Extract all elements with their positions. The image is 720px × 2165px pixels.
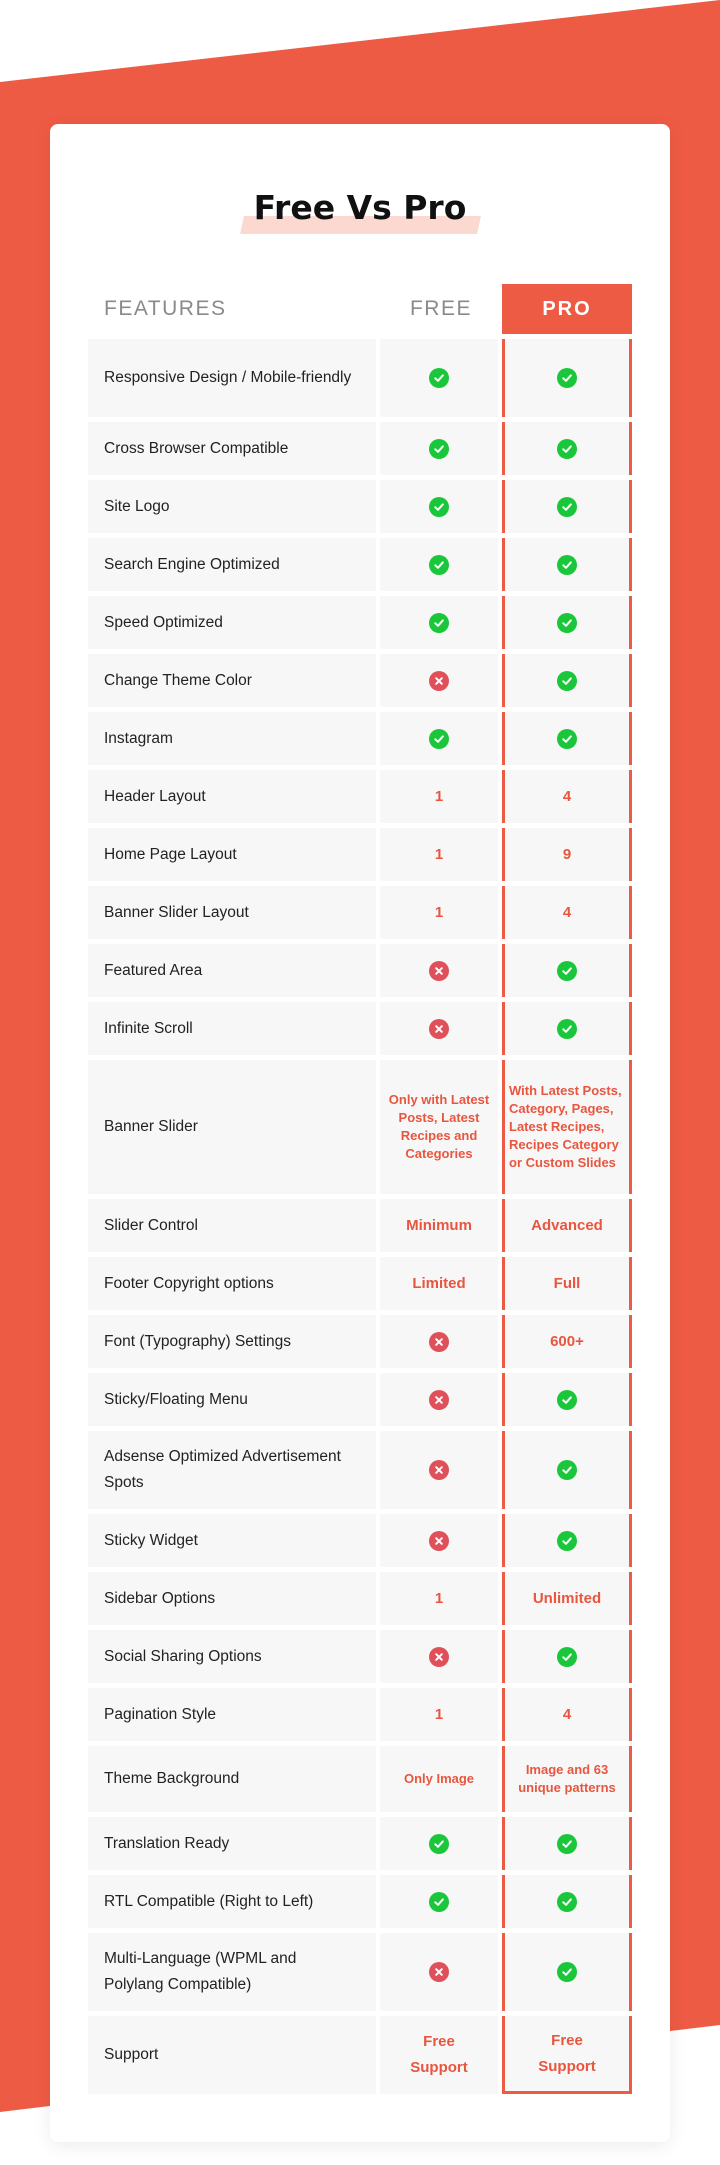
page-title-text: Free Vs Pro: [253, 188, 467, 227]
table-row: [88, 1060, 632, 1194]
pro-cell: [502, 1431, 632, 1509]
pro-cell: [502, 1688, 632, 1741]
cross-icon: [429, 1647, 449, 1667]
free-cell: [380, 1373, 502, 1426]
free-cell: [380, 422, 502, 475]
pro-cell: [502, 1315, 632, 1368]
check-icon: [429, 729, 449, 749]
free-cell: [380, 1817, 502, 1870]
check-icon: [557, 368, 577, 388]
free-cell: [380, 828, 502, 881]
table-row: [88, 596, 632, 649]
cross-icon: [429, 1460, 449, 1480]
free-cell: [380, 1431, 502, 1509]
pro-value: 600+: [550, 1332, 584, 1350]
pro-cell: [502, 712, 632, 765]
table-row: [88, 886, 632, 939]
pro-cell: [502, 1373, 632, 1426]
table-row: [88, 1315, 632, 1368]
feature-name: Featured Area: [88, 944, 380, 997]
check-icon: [557, 961, 577, 981]
free-cell: [380, 339, 502, 417]
header-pro: PRO: [502, 284, 632, 334]
check-icon: [557, 1834, 577, 1854]
table-row: [88, 538, 632, 591]
check-icon: [557, 1892, 577, 1912]
free-cell: [380, 1933, 502, 2011]
pro-cell: [502, 1572, 632, 1625]
table-row: [88, 712, 632, 765]
pro-value: Free Support: [538, 2031, 596, 2075]
free-value: 1: [434, 903, 444, 921]
table-row: [88, 2016, 632, 2094]
feature-name: Footer Copyright options: [88, 1257, 380, 1310]
comparison-card: [50, 124, 670, 2142]
free-value: Free Support: [410, 2033, 468, 2076]
pro-cell: [502, 1060, 632, 1194]
page-title: [248, 184, 473, 232]
table-row: [88, 944, 632, 997]
free-value: Minimum: [406, 1216, 472, 1234]
free-cell: [380, 654, 502, 707]
cross-icon: [429, 671, 449, 691]
feature-name: Sticky Widget: [88, 1514, 380, 1567]
feature-name: Adsense Optimized Advertisement Spots: [88, 1431, 380, 1509]
pro-cell: [502, 596, 632, 649]
pro-cell: [502, 1817, 632, 1870]
cross-icon: [429, 1390, 449, 1410]
free-cell: [380, 1572, 502, 1625]
feature-name: Home Page Layout: [88, 828, 380, 881]
table-row: [88, 1514, 632, 1567]
pro-cell: [502, 1257, 632, 1310]
feature-name: Font (Typography) Settings: [88, 1315, 380, 1368]
pro-value: 4: [562, 1705, 572, 1723]
pro-cell: [502, 339, 632, 417]
table-row: [88, 1373, 632, 1426]
check-icon: [429, 439, 449, 459]
check-icon: [429, 1834, 449, 1854]
check-icon: [557, 1962, 577, 1982]
check-icon: [557, 555, 577, 575]
free-cell: [380, 2016, 502, 2094]
header-features: FEATURES: [104, 297, 227, 320]
pro-cell: [502, 422, 632, 475]
table-row: [88, 1630, 632, 1683]
check-icon: [557, 1647, 577, 1667]
free-value: Only Image: [403, 1771, 475, 1786]
check-icon: [557, 729, 577, 749]
pro-value: 4: [562, 903, 572, 921]
pro-cell: [502, 1933, 632, 2011]
header-free: FREE: [409, 297, 472, 320]
free-cell: [380, 1630, 502, 1683]
free-cell: [380, 1688, 502, 1741]
pro-value: Full: [553, 1274, 581, 1292]
free-cell: [380, 1514, 502, 1567]
free-cell: [380, 1060, 502, 1194]
free-cell: [380, 1199, 502, 1252]
table-row: [88, 770, 632, 823]
check-icon: [557, 613, 577, 633]
feature-name: Site Logo: [88, 480, 380, 533]
feature-name: Infinite Scroll: [88, 1002, 380, 1055]
free-cell: [380, 944, 502, 997]
check-icon: [557, 1460, 577, 1480]
free-cell: [380, 1746, 502, 1812]
check-icon: [557, 1390, 577, 1410]
feature-name: Search Engine Optimized: [88, 538, 380, 591]
pro-cell: [502, 1199, 632, 1252]
pro-cell: [502, 828, 632, 881]
table-row: [88, 1688, 632, 1741]
check-icon: [429, 555, 449, 575]
table-body: [88, 339, 632, 2094]
feature-name: Multi-Language (WPML and Polylang Compatible): [88, 1933, 380, 2011]
feature-name: RTL Compatible (Right to Left): [88, 1875, 380, 1928]
pro-cell: [502, 2016, 632, 2094]
table-row: [88, 422, 632, 475]
free-cell: [380, 538, 502, 591]
cross-icon: [429, 1332, 449, 1352]
pro-cell: [502, 480, 632, 533]
free-cell: [380, 1002, 502, 1055]
check-icon: [557, 497, 577, 517]
table-row: [88, 1875, 632, 1928]
free-cell: [380, 480, 502, 533]
pro-cell: [502, 886, 632, 939]
pro-value: Image and 63 unique patterns: [518, 1762, 616, 1795]
check-icon: [429, 613, 449, 633]
free-value: 1: [434, 1589, 444, 1607]
free-value: 1: [434, 787, 444, 805]
free-cell: [380, 770, 502, 823]
title-wrap: [50, 184, 670, 232]
pro-value: With Latest Posts, Category, Pages, Latest Recipes, Recipes Category or Custom Slides: [509, 1083, 622, 1170]
check-icon: [429, 368, 449, 388]
table-row: [88, 1002, 632, 1055]
free-value: 1: [434, 1705, 444, 1723]
table-row: [88, 1933, 632, 2011]
pro-value: Advanced: [531, 1216, 603, 1234]
pro-value: 9: [562, 845, 572, 863]
check-icon: [557, 439, 577, 459]
pro-cell: [502, 1746, 632, 1812]
free-cell: [380, 1315, 502, 1368]
feature-name: Pagination Style: [88, 1688, 380, 1741]
pro-cell: [502, 654, 632, 707]
table-row: [88, 1572, 632, 1625]
feature-name: Social Sharing Options: [88, 1630, 380, 1683]
feature-name: Header Layout: [88, 770, 380, 823]
free-cell: [380, 1257, 502, 1310]
feature-name: Banner Slider Layout: [88, 886, 380, 939]
check-icon: [557, 1531, 577, 1551]
cross-icon: [429, 1962, 449, 1982]
free-value: Limited: [412, 1274, 466, 1292]
comparison-table: [88, 279, 632, 2099]
check-icon: [429, 497, 449, 517]
feature-name: Cross Browser Compatible: [88, 422, 380, 475]
feature-name: Sidebar Options: [88, 1572, 380, 1625]
table-row: [88, 1199, 632, 1252]
pro-value: Unlimited: [532, 1589, 602, 1607]
table-row: [88, 654, 632, 707]
cross-icon: [429, 961, 449, 981]
table-header-row: [88, 284, 632, 334]
pro-cell: [502, 1002, 632, 1055]
free-cell: [380, 886, 502, 939]
free-cell: [380, 712, 502, 765]
pro-value: 4: [562, 787, 572, 805]
table-row: [88, 828, 632, 881]
table-row: [88, 1817, 632, 1870]
pro-cell: [502, 770, 632, 823]
feature-name: Speed Optimized: [88, 596, 380, 649]
table-row: [88, 480, 632, 533]
free-value: Only with Latest Posts, Latest Recipes and Categories: [388, 1092, 490, 1161]
pro-cell: [502, 538, 632, 591]
table-row: [88, 1746, 632, 1812]
feature-name: Sticky/Floating Menu: [88, 1373, 380, 1426]
table-row: [88, 339, 632, 417]
pro-cell: [502, 1514, 632, 1567]
feature-name: Instagram: [88, 712, 380, 765]
cross-icon: [429, 1019, 449, 1039]
feature-name: Change Theme Color: [88, 654, 380, 707]
pro-cell: [502, 1630, 632, 1683]
check-icon: [557, 671, 577, 691]
feature-name: Banner Slider: [88, 1060, 380, 1194]
pro-cell: [502, 1875, 632, 1928]
feature-name: Responsive Design / Mobile-friendly: [88, 339, 380, 417]
free-cell: [380, 596, 502, 649]
cross-icon: [429, 1531, 449, 1551]
feature-name: Support: [88, 2016, 380, 2094]
table-row: [88, 1257, 632, 1310]
check-icon: [557, 1019, 577, 1039]
pro-cell: [502, 944, 632, 997]
free-value: 1: [434, 845, 444, 863]
feature-name: Translation Ready: [88, 1817, 380, 1870]
feature-name: Slider Control: [88, 1199, 380, 1252]
feature-name: Theme Background: [88, 1746, 380, 1812]
check-icon: [429, 1892, 449, 1912]
table-row: [88, 1431, 632, 1509]
free-cell: [380, 1875, 502, 1928]
